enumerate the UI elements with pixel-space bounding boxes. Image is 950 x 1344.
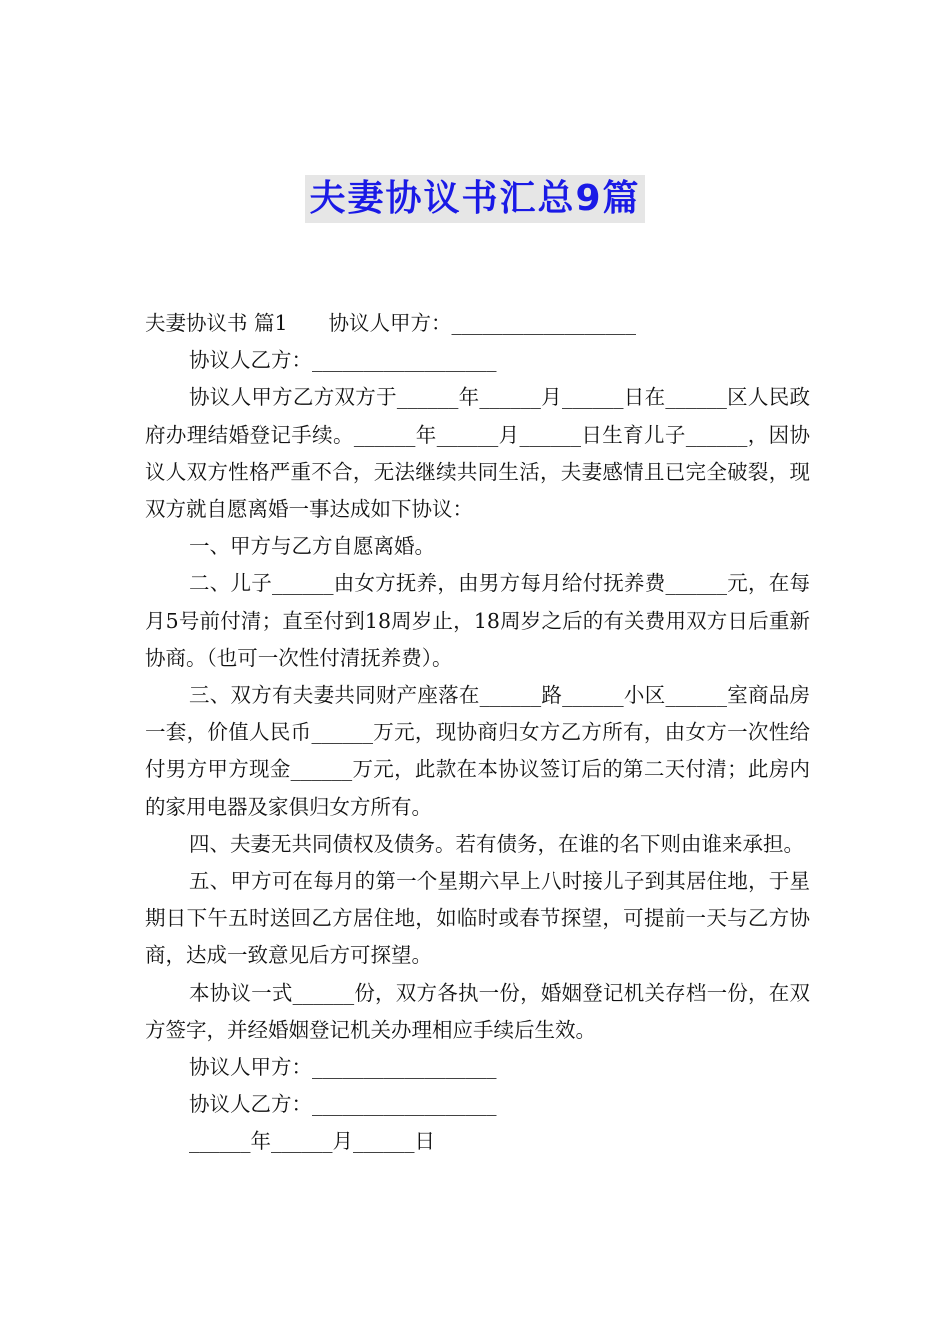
document-body xyxy=(145,305,810,1161)
signature-party-a: 协议人甲方：__________________ xyxy=(189,1055,497,1080)
signature-party-b: 协议人乙方：__________________ xyxy=(189,1092,497,1117)
document-title: 夫妻协议书汇总9篇 xyxy=(305,175,644,223)
paragraph-clause-4: 四、夫妻无共同债权及债务。若有债务，在谁的名下则由谁来承担。 xyxy=(189,831,804,856)
paragraph-clause-1: 一、甲方与乙方自愿离婚。 xyxy=(189,534,435,559)
signature-date: ______年______月______日 xyxy=(189,1129,435,1154)
paragraph-copies: 本协议一式______份，双方各执一份，婚姻登记机关存档一份，在双方签字，并经婚姻登记机关办理相应手续后生效。 xyxy=(145,980,810,1042)
paragraph-marriage-info: 协议人甲方乙方双方于______年______月______日在______区人民政府办理结婚登记手续。______年______月______日生育儿子______，因协议人双方性格严重不合，无法继续共同生活，夫妻感情且已完全破裂，现双方就自愿离婚一事达成如下协议： xyxy=(145,385,810,522)
paragraph-clause-2: 二、儿子______由女方抚养，由男方每月给付抚养费______元，在每月5号前付清；直至付到18周岁止，18周岁之后的有关费用双方日后重新协商。（也可一次性付清抚养费）。 xyxy=(145,571,810,670)
paragraph-clause-3: 三、双方有夫妻共同财产座落在______路______小区______室商品房一套，价值人民币______万元，现协商归女方乙方所有，由女方一次性给付男方甲方现金______万元，此款在本协议签订后的第二天付清；此房内的家用电器及家俱归女方所有。 xyxy=(145,683,810,819)
title-container xyxy=(0,175,950,223)
paragraph-party-b: 协议人乙方：__________________ xyxy=(189,348,497,373)
paragraph-intro: 夫妻协议书 篇1 协议人甲方：__________________ xyxy=(145,311,637,335)
paragraph-clause-5: 五、甲方可在每月的第一个星期六早上八时接儿子到其居住地，于星期日下午五时送回乙方居住地，如临时或春节探望，可提前一天与乙方协商，达成一致意见后方可探望。 xyxy=(145,869,810,968)
